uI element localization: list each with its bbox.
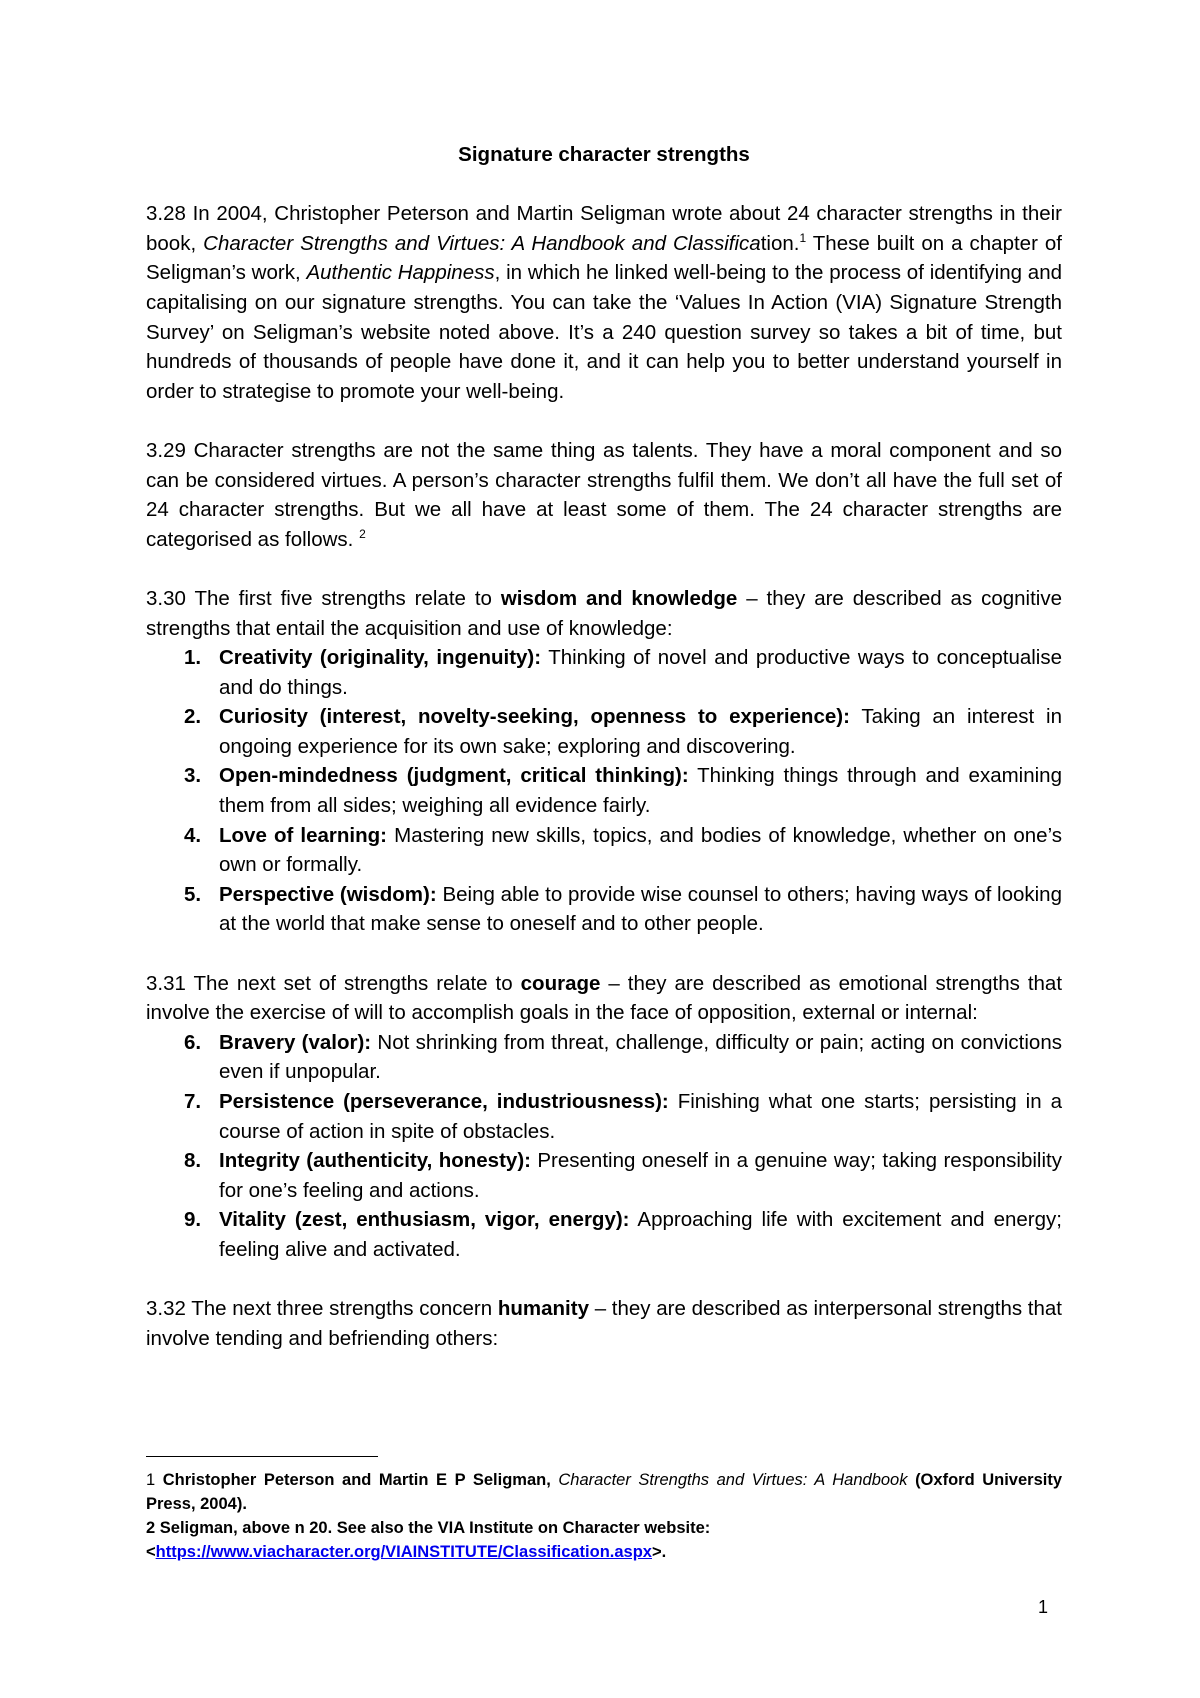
footnote-ref-2[interactable]: 2	[359, 526, 366, 541]
page-title: Signature character strengths	[458, 143, 750, 166]
wisdom-strengths-list	[146, 643, 1062, 939]
list-item	[184, 1028, 1062, 1087]
list-number: 4.	[184, 823, 202, 847]
paragraph-3-30	[146, 584, 1062, 643]
strength-term: Vitality (zest, enthusiasm, vigor, energy):	[219, 1208, 630, 1232]
paragraph-number: 3.28	[146, 202, 186, 226]
category-name: courage	[520, 971, 601, 995]
footnote-text: Seligman, above n 20. See also the VIA Institute on Character website:	[159, 1519, 711, 1537]
strength-term: Perspective (wisdom):	[219, 882, 437, 906]
paragraph-text: – they are described as cognitive strengths that entail the acquisition and use of knowledge:	[146, 586, 1062, 640]
strength-term: Persistence (perseverance, industriousness):	[219, 1090, 669, 1113]
list-item	[184, 1146, 1062, 1205]
footnote-1	[146, 1468, 1062, 1516]
category-name: wisdom and knowledge	[500, 586, 738, 610]
footnote-number: 1	[146, 1471, 156, 1489]
via-institute-link[interactable]: https://www.viacharacter.org/VIAINSTITUTE/Classification.aspx	[155, 1543, 652, 1561]
document-body	[146, 140, 1062, 1353]
list-item	[184, 1087, 1062, 1146]
footnote-ref-1[interactable]: 1	[799, 230, 807, 245]
book-title: Character Strengths and Virtues: A Handbook and Classifica	[203, 231, 761, 255]
strength-description: Thinking things through and examining them from all sides; weighing all evidence fairly.	[219, 764, 1062, 818]
category-name: humanity	[497, 1297, 589, 1321]
paragraph-number: 3.31	[146, 971, 186, 995]
strength-term: Integrity (authenticity, honesty):	[219, 1149, 531, 1173]
paragraph-text: , in which he linked well-being to the process of identifying and capitalising on our signature strengths. You can take the ‘Values In Action (VIA) Signature Strength Survey’ on Seligman’s website noted above. It’s a 240 question survey so takes a bit of time, but hundreds of thousands of people have done it, and it can help you to better understand yourself in order to strategise to promote your well-being.	[146, 261, 1062, 403]
list-number: 2.	[184, 705, 202, 729]
list-number: 5.	[184, 882, 202, 906]
list-item	[184, 702, 1062, 761]
paragraph-3-29	[146, 436, 1062, 554]
list-number: 3.	[184, 764, 202, 788]
footnote-book-title: Character Strengths and Virtues: A Handbook	[558, 1471, 908, 1489]
list-number: 8.	[184, 1149, 202, 1173]
footnote-number: 2	[146, 1519, 156, 1537]
strength-term: Bravery (valor):	[219, 1030, 372, 1054]
paragraph-text: – they are described as interpersonal strengths that involve tending and befriending others:	[146, 1297, 1063, 1350]
paragraph-text: The first five strengths relate to	[194, 586, 492, 610]
list-item	[184, 821, 1063, 880]
strength-description: Not shrinking from threat, challenge, difficulty or pain; acting on convictions even if unpopular.	[219, 1030, 1062, 1084]
link-open-bracket: <	[146, 1543, 156, 1561]
strength-description: Taking an interest in ongoing experience for its own sake; exploring and discovering.	[219, 705, 1062, 758]
footnote-authors: Christopher Peterson and Martin E P Seligman,	[162, 1471, 551, 1489]
strength-description: Thinking of novel and productive ways to conceptualise and do things.	[219, 646, 1063, 699]
page-number: 1	[1038, 1597, 1049, 1617]
strength-term: Love of learning:	[219, 823, 387, 847]
paragraph-text: Character strengths are not the same thing as talents. They have a moral component and so can be considered virtues. A person’s character strengths fulfil them. We don’t all have the full set of 24 character strengths. But we all have at least some of them. The 24 character strengths are categorised as follows.	[146, 438, 1062, 551]
footnote-separator	[146, 1456, 378, 1457]
strength-term: Creativity (originality, ingenuity):	[219, 646, 542, 670]
courage-strengths-list	[146, 1028, 1062, 1265]
paragraph-number: 3.30	[146, 586, 186, 610]
list-item	[184, 643, 1063, 702]
footnotes	[146, 1468, 1062, 1564]
footnote-2	[146, 1516, 1062, 1564]
paragraph-number: 3.29	[146, 438, 186, 462]
list-item	[184, 761, 1062, 820]
paragraph-text: The next set of strengths relate to	[193, 971, 513, 995]
strength-description: Finishing what one starts; persisting in a course of action in spite of obstacles.	[219, 1090, 1062, 1143]
list-number: 9.	[184, 1208, 202, 1232]
paragraph-text: In 2004, Christopher Peterson and Martin Seligman wrote about 24 character strengths in their book,	[146, 202, 1063, 255]
work-title: Authentic Happiness	[306, 261, 495, 285]
paragraph-3-31	[146, 969, 1062, 1028]
book-title-end: tion.	[760, 231, 800, 255]
strength-description: Approaching life with excitement and energy; feeling alive and activated.	[219, 1208, 1062, 1261]
strength-description: Presenting oneself in a genuine way; taking responsibility for one’s feeling and actions.	[219, 1149, 1062, 1202]
paragraph-number: 3.32	[146, 1297, 186, 1321]
paragraph-text: These built on a chapter of Seligman’s work,	[146, 231, 1062, 285]
list-item	[184, 880, 1062, 939]
list-number: 7.	[184, 1090, 202, 1113]
paragraph-text: The next three strengths concern	[191, 1297, 493, 1321]
paragraph-text: – they are described as emotional strengths that involve the exercise of will to accomplish goals in the face of opposition, external or internal:	[146, 971, 1063, 1025]
strength-description: Mastering new skills, topics, and bodies of knowledge, whether on one’s own or formally.	[219, 823, 1063, 877]
strength-term: Open-mindedness (judgment, critical thinking):	[219, 764, 689, 788]
link-close-bracket: >.	[652, 1543, 667, 1561]
paragraph-3-28	[146, 199, 1062, 406]
list-number: 1.	[184, 646, 202, 670]
list-item	[184, 1205, 1062, 1264]
footnote-publisher: (Oxford University Press, 2004).	[146, 1471, 1062, 1513]
paragraph-3-32	[146, 1294, 1062, 1353]
strength-description: Being able to provide wise counsel to others; having ways of looking at the world that make sense to oneself and to other people.	[219, 882, 1062, 936]
list-number: 6.	[184, 1030, 202, 1054]
strength-term: Curiosity (interest, novelty-seeking, openness to experience):	[219, 705, 850, 729]
